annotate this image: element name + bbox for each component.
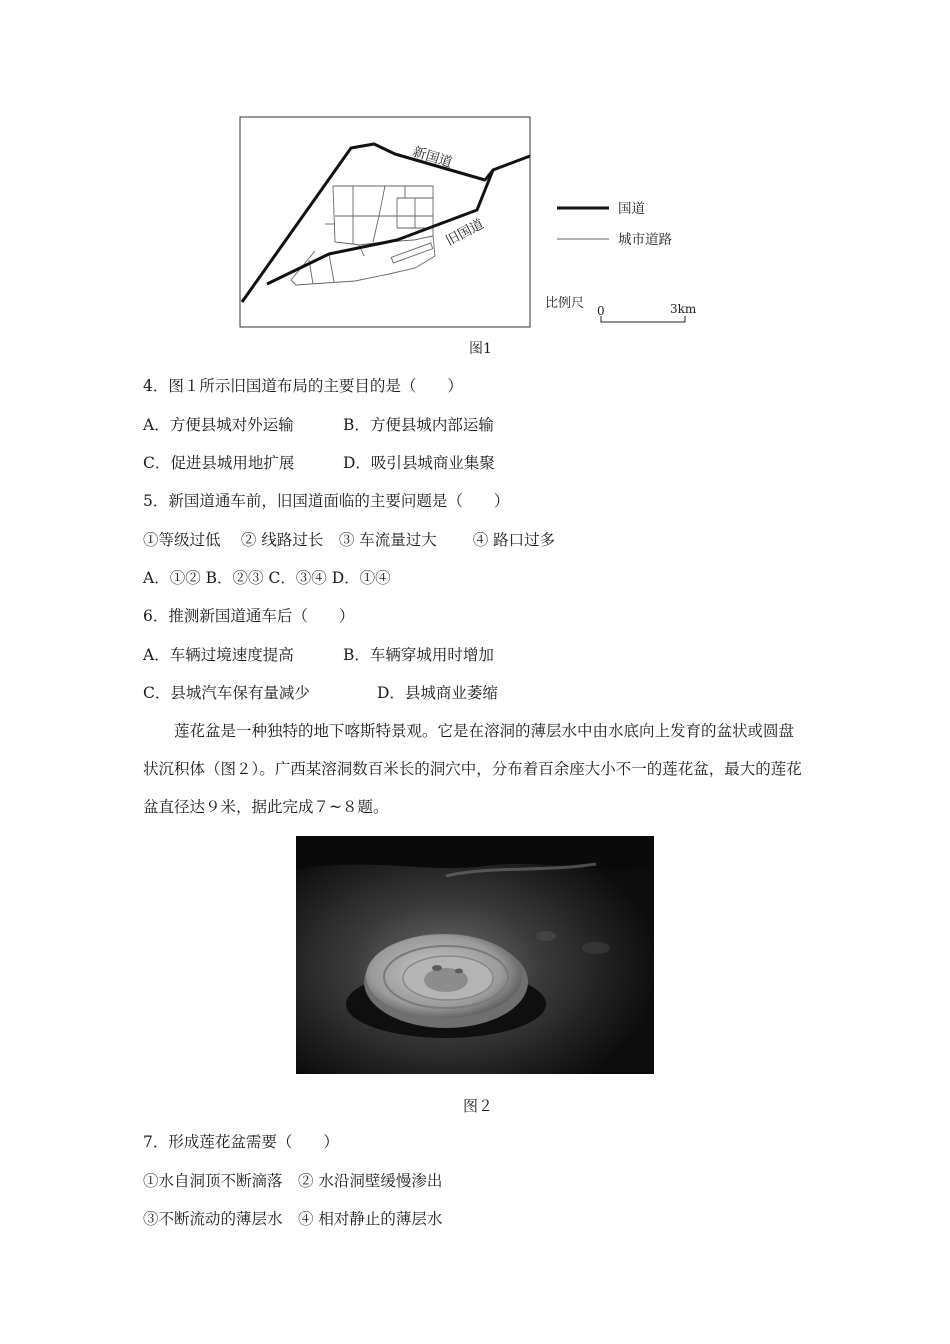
q6-stem: 6．推测新国道通车后（ ） bbox=[143, 607, 355, 625]
q5-options: A．①② B．②③ C．③④ D．①④ bbox=[143, 569, 391, 587]
q4-option-d: D．吸引县城商业集聚 bbox=[343, 454, 495, 472]
figure1-caption: 图1 bbox=[469, 341, 492, 357]
scale-max: 3km bbox=[670, 302, 697, 316]
passage-text: 莲花盆是一种独特的地下喀斯特景观。它是在溶洞的薄层水中由水底向上发育的盆状或圆盘状沉积体（图２）。广西某溶洞数百米长的洞穴中，分布着百余座大小不一的莲花盆，最大的莲花盆直径达９米，据此完成７~８题。 bbox=[143, 722, 802, 816]
q7-stem: 7．形成莲花盆需要（ ） bbox=[143, 1133, 339, 1151]
q4-stem: 4．图１所示旧国道布局的主要目的是（ ） bbox=[143, 377, 463, 395]
scale-zero: 0 bbox=[597, 304, 605, 318]
scale-label: 比例尺 bbox=[545, 296, 585, 311]
legend-national-road-label: 国道 bbox=[618, 201, 645, 217]
q4-option-c: C．促进县城用地扩展 bbox=[143, 454, 295, 472]
q6-option-a: A．车辆过境速度提高 bbox=[143, 646, 294, 664]
q7-items-line2: ③不断流动的薄层水 ④ 相对静止的薄层水 bbox=[143, 1210, 443, 1228]
old-road-label: 旧国道 bbox=[443, 216, 487, 250]
legend-city-road-label: 城市道路 bbox=[618, 232, 672, 248]
q4-option-b: B．方便县城内部运输 bbox=[343, 416, 494, 434]
q6-option-b: B．车辆穿城用时增加 bbox=[343, 646, 494, 664]
q6-option-d: D．县城商业萎缩 bbox=[377, 684, 498, 702]
figure2-caption: 图２ bbox=[463, 1097, 494, 1115]
new-road-label: 新国道 bbox=[410, 143, 455, 172]
figure1-road-map bbox=[239, 116, 709, 330]
q5-items: ①等级过低 ② 线路过长 ③ 车流量过大 ④ 路口过多 bbox=[143, 531, 556, 549]
q7-items-line1: ①水自洞顶不断滴落 ② 水沿洞壁缓慢渗出 bbox=[143, 1172, 443, 1190]
q5-stem: 5．新国道通车前，旧国道面临的主要问题是（ ） bbox=[143, 492, 510, 510]
q4-option-a: A．方便县城对外运输 bbox=[143, 416, 294, 434]
q6-option-c: C．县城汽车保有量减少 bbox=[143, 684, 310, 702]
lotus-basin-image bbox=[296, 836, 654, 1074]
figure2-cave-photo bbox=[296, 836, 654, 1074]
scale-bar bbox=[601, 316, 685, 322]
